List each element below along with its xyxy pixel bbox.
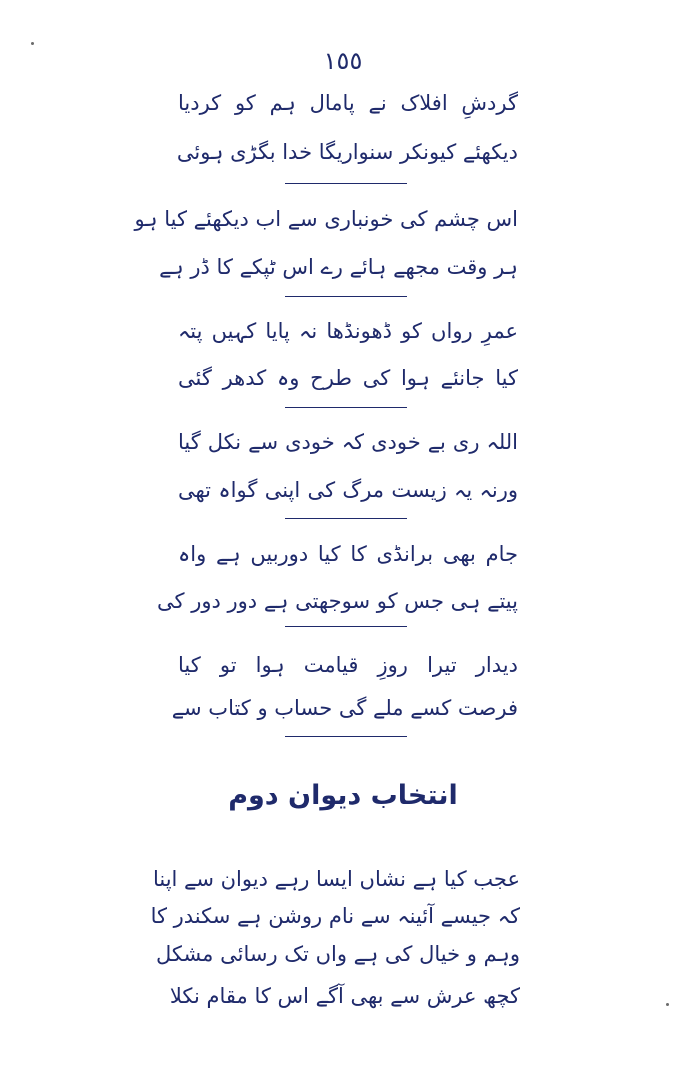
page-number: ١٥٥ (323, 47, 363, 75)
verse-line: ورنہ یہ زیست مرگ کی اپنی گواہ تھی (178, 478, 518, 502)
stanza-divider (285, 183, 407, 184)
verse-line: اس چشم کی خونباری سے اب دیکھئے کیا ہو (134, 207, 518, 231)
verse-line: کچھ عرش سے بھی آگے اس کا مقام نکلا (169, 984, 520, 1008)
verse-line: اللہ ری بے خودی کہ خودی سے نکل گیا (178, 430, 518, 454)
paper-speck (666, 1003, 669, 1006)
verse-line: جام بھی برانڈی کا کیا دوربیں ہے واہ (178, 542, 518, 566)
stanza-divider (285, 626, 407, 627)
verse-line: فرصت کسے ملے گی حساب و کتاب سے (171, 696, 518, 720)
verse-line: دیکھئے کیونکر سنواریگا خدا بگڑی ہوئی (176, 140, 518, 164)
verse-line: ہر وقت مجھے ہائے رے اس ٹپکے کا ڈر ہے (159, 255, 518, 279)
verse-line: دیدار تیرا روزِ قیامت ہوا تو کیا (178, 653, 518, 677)
section-heading: انتخاب دیوان دوم (228, 780, 458, 811)
verse-line: وہم و خیال کی ہے واں تک رسائی مشکل (155, 942, 520, 966)
verse-line: عجب کیا ہے نشاں ایسا رہے دیوان سے اپنا (152, 867, 520, 891)
stanza-divider (285, 518, 407, 519)
stanza-divider (285, 296, 407, 297)
verse-line: کیا جانئے ہوا کی طرح وہ کدھر گئی (178, 366, 518, 390)
verse-line: کہ جیسے آئینہ سے نام روشن ہے سکندر کا (150, 904, 520, 928)
paper-speck (31, 42, 34, 45)
stanza-divider (285, 407, 407, 408)
verse-line: گردشِ افلاک نے پامال ہم کو کردیا (178, 91, 518, 115)
verse-line: پیتے ہی جس کو سوجھتی ہے دور دور کی (157, 589, 518, 613)
stanza-divider (285, 736, 407, 737)
verse-line: عمرِ رواں کو ڈھونڈھا نہ پایا کہیں پتہ (178, 319, 518, 343)
